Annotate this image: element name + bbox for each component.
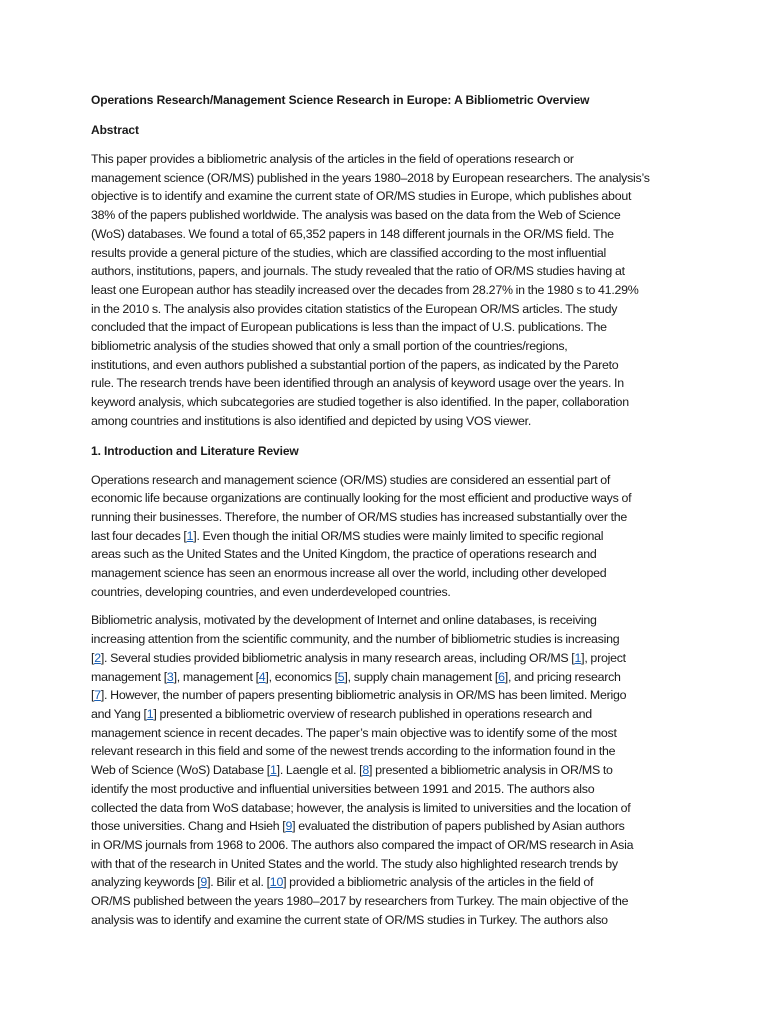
text-line [91,630,681,649]
text-run: ], project [581,650,626,665]
text-run: analyzing keywords [ [91,875,201,890]
text-run: management science has seen an enormous increase all over the world, including other developed [91,566,607,581]
text-run: increasing attention from the scientific community, and the number of bibliometric studies is increasing [91,632,620,647]
text-run: objective is to identify and examine the current state of OR/MS studies in Europe, which publishes about [91,189,632,204]
text-run: ] presented a bibliometric analysis in OR/MS to [368,763,613,778]
abstract-paragraph [91,150,681,431]
text-run: analysis was to identify and examine the current state of OR/MS studies in Turkey. The authors also [91,912,608,927]
text-line [91,817,681,836]
text-run: management [ [91,669,167,684]
text-line [91,892,681,911]
text-run: ]. Several studies provided bibliometric analysis in many research areas, including OR/MS [ [100,650,575,665]
text-line [91,393,681,412]
citation-link[interactable]: 1 [146,706,154,721]
text-run: countries, developing countries, and even underdeveloped countries. [91,584,451,599]
text-run: economic life because organizations are continually looking for the most efficient and productive ways of [91,491,632,506]
text-line [91,471,681,490]
text-run: Operations research and management science (OR/MS) studies are considered an essential part of [91,472,611,487]
text-run: Bibliometric analysis, motivated by the development of Internet and online databases, is receiving [91,613,597,628]
text-run: bibliometric analysis of the studies showed that only a small portion of the countries/regions, [91,339,568,354]
text-run: authors, institutions, papers, and journals. The study revealed that the ratio of OR/MS studies having at [91,264,625,279]
text-run: management science (OR/MS) published in the years 1980–2018 by European researchers. The analysis’s [91,170,650,185]
citation-link[interactable]: 1 [270,763,277,778]
text-line [91,799,681,818]
text-run: relevant research in this field and some of the newest trends according to the information found in the [91,744,616,759]
introduction-paragraph-2 [91,611,681,929]
text-line [91,281,681,300]
text-run: keyword analysis, which subcategories are studied together is also identified. In the paper, collaboration [91,395,629,410]
text-line [91,686,681,705]
text-run: [ [91,650,95,665]
text-run: This paper provides a bibliometric analysis of the articles in the field of operations research or [91,152,574,166]
text-run: ]. Even though the initial OR/MS studies were mainly limited to specific regional [193,528,604,543]
text-run: least one European author has steadily increased over the decades from 28.27% in the 1980 s to 41.29% [91,282,639,297]
text-line [91,262,681,281]
text-line [91,836,681,855]
citation-link[interactable]: 7 [94,688,101,703]
text-line [91,356,681,375]
text-run: OR/MS published between the years 1980–2017 by researchers from Turkey. The main objective of the [91,894,629,909]
text-run: ]. Bilir et al. [ [207,875,270,890]
text-line [91,169,681,188]
text-line [91,545,681,564]
text-line [91,583,681,602]
text-line [91,742,681,761]
text-run: ] evaluated the distribution of papers published by Asian authors [292,819,625,834]
text-line [91,649,681,668]
text-line [91,855,681,874]
text-line [91,508,681,527]
text-line [91,564,681,583]
text-line [91,761,681,780]
text-line [91,206,681,225]
text-run: results provide a general picture of the studies, which are classified according to the most influential [91,245,606,260]
text-line [91,225,681,244]
text-run: running their businesses. Therefore, the number of OR/MS studies has increased substantially over the [91,509,628,524]
text-run: ], management [ [173,669,259,684]
text-line [91,300,681,319]
text-line [91,611,681,630]
citation-link[interactable]: 9 [200,875,208,890]
text-run: among countries and institutions is also identified and depicted by using VOS viewer. [91,413,532,428]
text-run: management science in recent decades. The paper’s main objective was to identify some of the most [91,725,617,740]
text-run: ] presented a bibliometric overview of research published in operations research and [153,706,592,721]
text-run: last four decades [ [91,528,187,543]
paper-title: Operations Research/Management Science Research in Europe: A Bibliometric Overview [91,93,590,107]
citation-link[interactable]: 2 [94,650,101,665]
text-line [91,527,681,546]
text-line [91,337,681,356]
text-line [91,318,681,337]
citation-link[interactable]: 6 [498,669,505,684]
abstract-heading: Abstract [91,123,139,137]
text-run: ], supply chain management [ [344,669,499,684]
citation-link[interactable]: 1 [186,528,194,543]
text-run: identify the most productive and influential universities between 1991 and 2015. The authors also [91,781,595,796]
citation-link[interactable]: 10 [269,875,284,890]
citation-link[interactable]: 1 [574,650,582,665]
text-line [91,412,681,431]
text-line [91,150,681,169]
text-run: areas such as the United States and the United Kingdom, the practice of operations research and [91,547,597,562]
text-line [91,374,681,393]
text-run: ] provided a bibliometric analysis of the articles in the field of [283,875,594,890]
citation-link[interactable]: 4 [258,669,266,684]
text-line [91,668,681,687]
document-page [91,90,681,939]
text-line [91,244,681,263]
text-line [91,780,681,799]
text-line [91,873,681,892]
text-run: rule. The research trends have been identified through an analysis of keyword usage over the years. In [91,376,624,391]
text-run: in the 2010 s. The analysis also provides citation statistics of the European OR/MS articles. The study [91,301,618,316]
introduction-paragraph-1 [91,471,681,602]
text-run: Web of Science (WoS) Database [ [91,763,270,778]
text-line [91,489,681,508]
text-line [91,911,681,930]
text-run: institutions, and even authors published a substantial portion of the papers, as indicated by the Pareto [91,357,619,372]
text-run: and Yang [ [91,706,147,721]
citation-link[interactable]: 9 [285,819,293,834]
text-run: with that of the research in United States and the world. The study also highlighted research trends by [91,856,618,871]
text-run: [ [91,688,95,703]
text-run: collected the data from WoS database; however, the analysis is limited to universities and the location of [91,800,631,815]
citation-link[interactable]: 3 [166,669,174,684]
citation-link[interactable]: 5 [337,669,345,684]
citation-link[interactable]: 8 [362,763,369,778]
text-run: in OR/MS journals from 1968 to 2006. The authors also compared the impact of OR/MS research in Asia [91,837,634,852]
text-run: ]. However, the number of papers presenting bibliometric analysis in OR/MS has been limited. Merigo [100,688,627,703]
text-run: (WoS) databases. We found a total of 65,352 papers in 148 different journals in the OR/MS field. The [91,226,614,241]
text-line [91,187,681,206]
text-run: ], economics [ [265,669,338,684]
text-run: those universities. Chang and Hsieh [ [91,819,286,834]
text-run: ]. Laengle et al. [ [276,763,363,778]
text-line [91,724,681,743]
text-line [91,705,681,724]
section-heading-introduction: 1. Introduction and Literature Review [91,443,299,458]
text-run: concluded that the impact of European publications is less than the impact of U.S. publications. The [91,320,607,335]
text-run: 38% of the papers published worldwide. The analysis was based on the data from the Web of Science [91,208,621,223]
text-run: ], and pricing research [504,669,621,684]
